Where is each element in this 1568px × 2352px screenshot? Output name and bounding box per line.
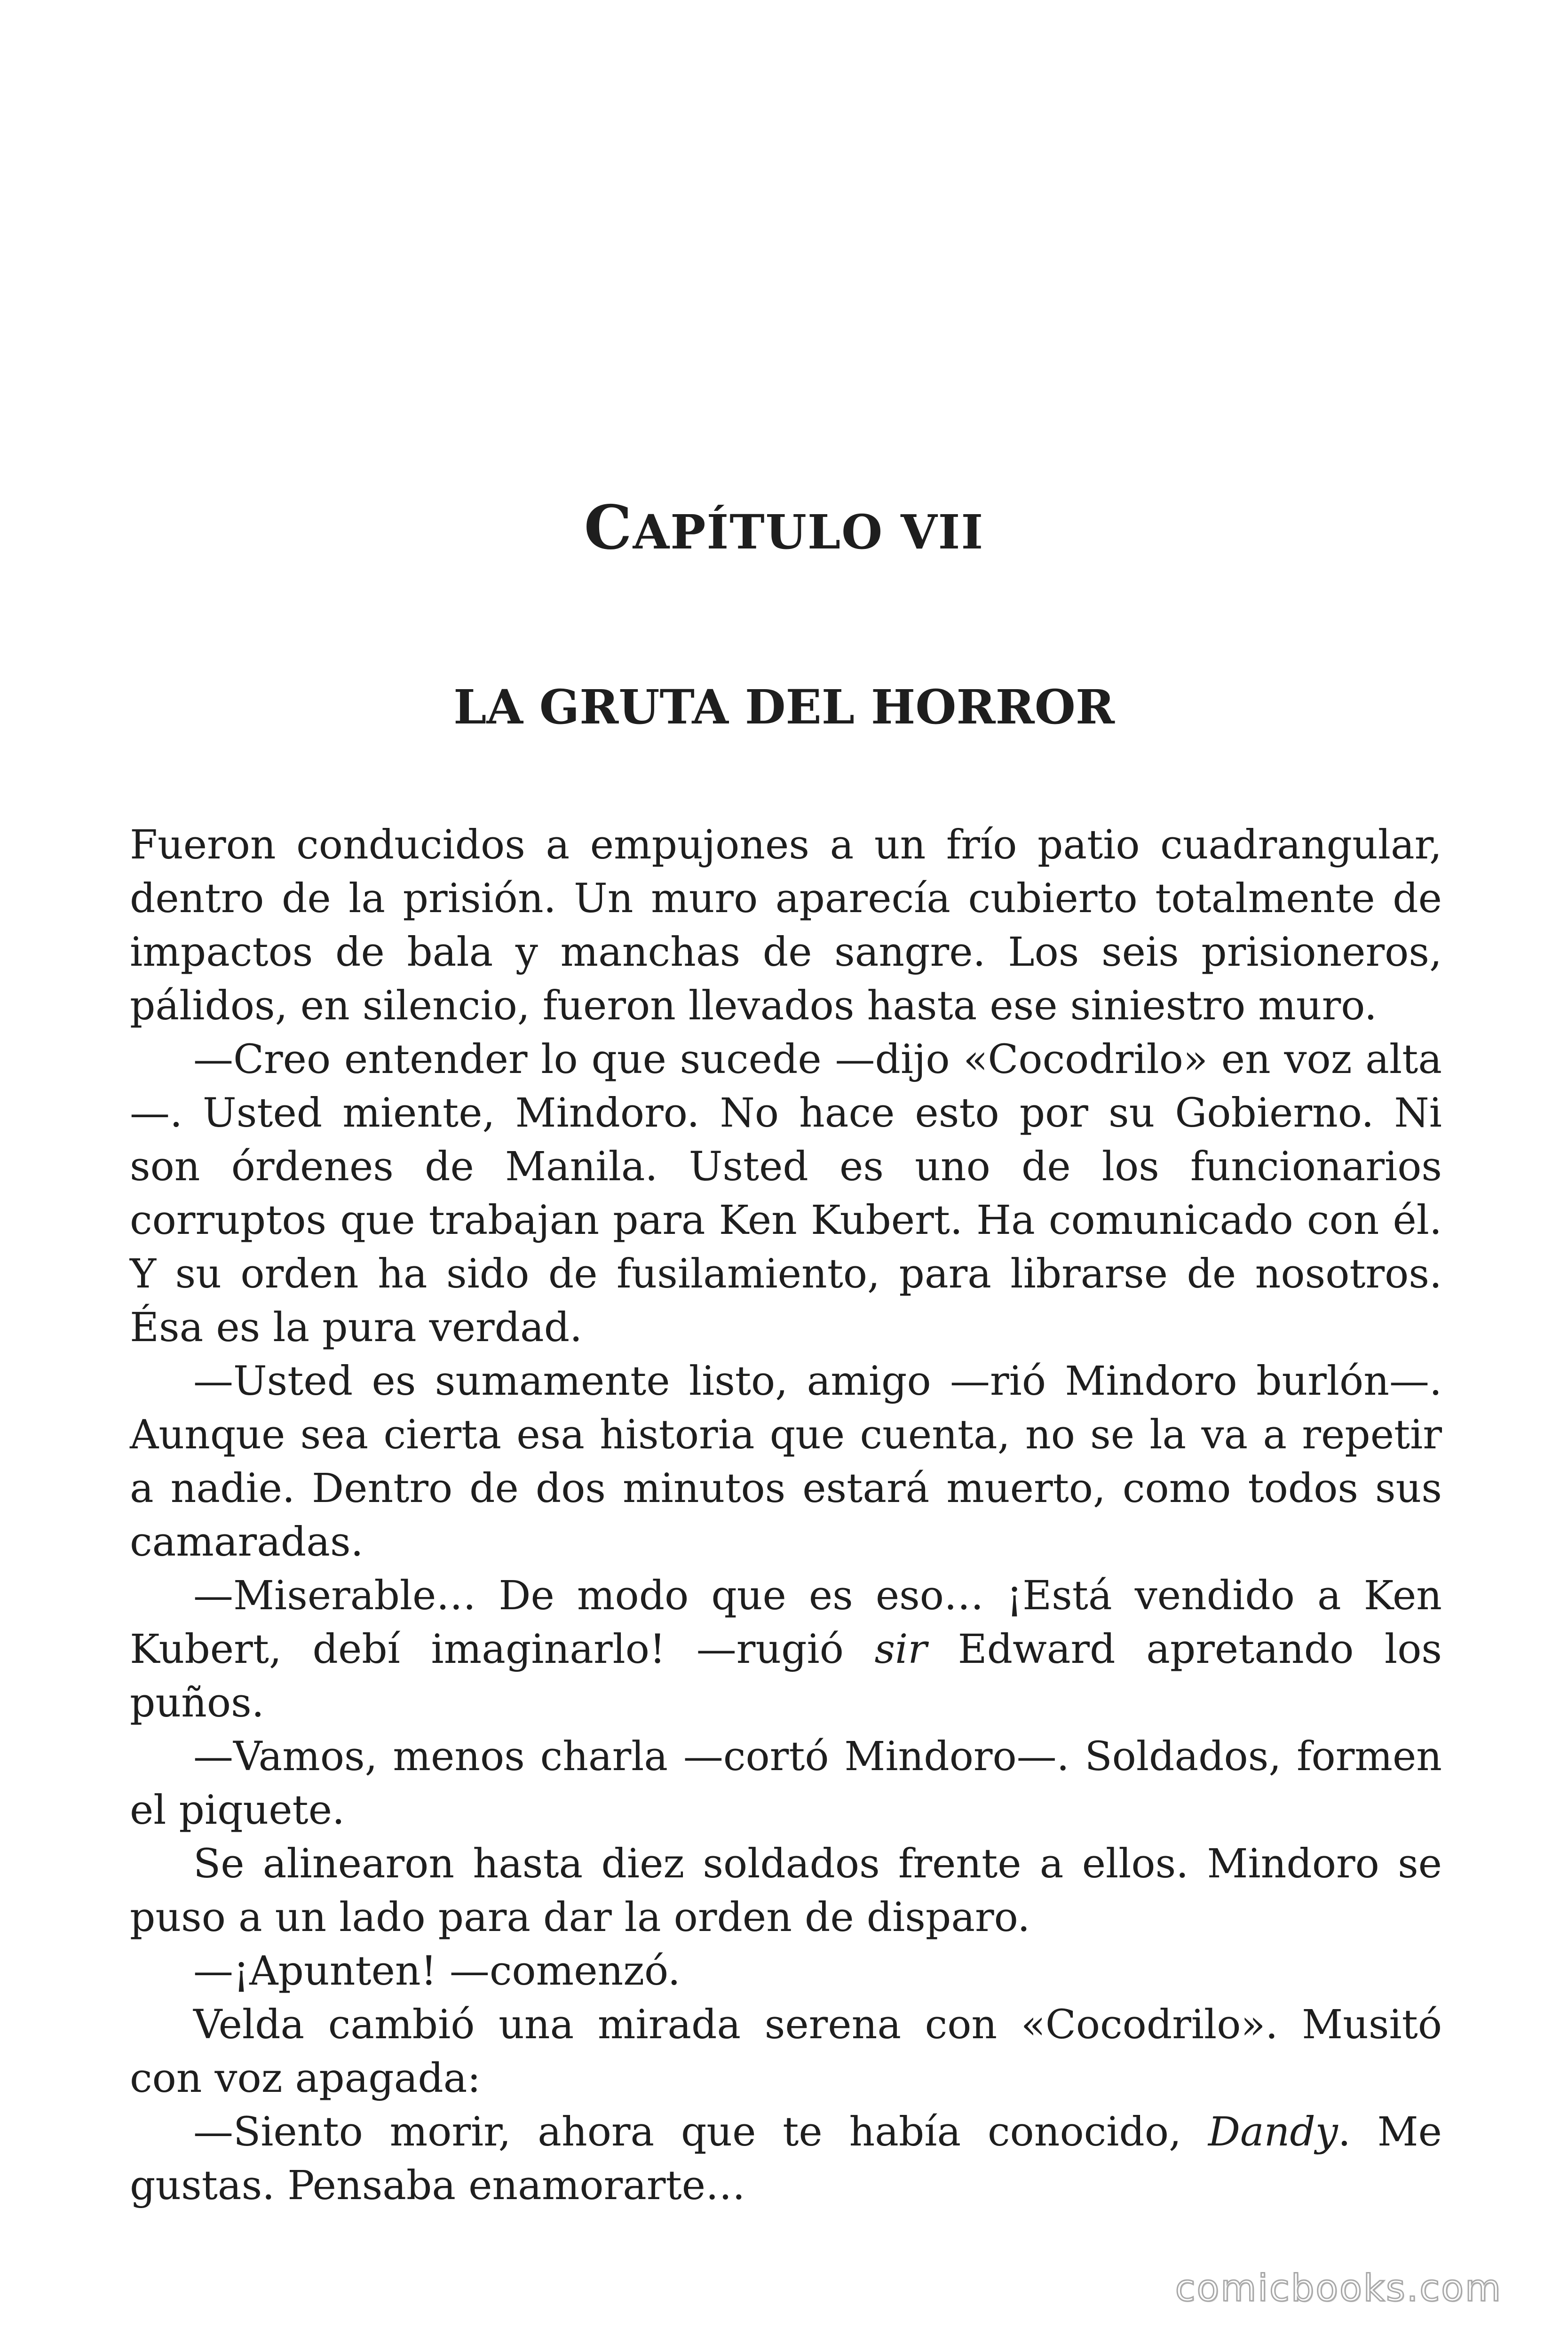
site-watermark: comicbooks.com bbox=[1175, 2267, 1502, 2310]
paragraph bbox=[130, 1033, 1442, 1355]
chapter-body-text bbox=[130, 818, 1442, 2213]
text-segment: Edward apretando los puños. bbox=[130, 1626, 1442, 1726]
chapter-title: LA GRUTA DEL HORROR bbox=[453, 679, 1115, 735]
text-segment: . Me gustas. Pensaba enamorarte… bbox=[130, 2109, 1442, 2209]
text-segment: —Creo entender lo que sucede —dijo «Cocodrilo» en voz alta—. Usted miente, Mindoro. No hace esto por su Gobierno. Ni son órdenes de Manila. Usted es uno de los funcionarios corruptos que trabajan para Ken Kubert. Ha comunicado con él. Y su orden ha sido de fusilamiento, para librarse de nosotros. Ésa es la pura verdad. bbox=[130, 1036, 1442, 1351]
text-segment: —Usted es sumamente listo, amigo —rió Mindoro burlón—. Aunque sea cierta esa historia que cuenta, no se la va a repetir a nadie. Dentro de dos minutos estará muerto, como todos sus camaradas. bbox=[130, 1358, 1442, 1565]
chapter-label-initial: C bbox=[584, 492, 633, 563]
paragraph bbox=[130, 1945, 1442, 1998]
paragraph bbox=[130, 1998, 1442, 2106]
text-segment: Velda cambió una mirada serena con «Cocodrilo». Musitó con voz apagada: bbox=[130, 2002, 1442, 2102]
paragraph bbox=[130, 1569, 1442, 1730]
italic-text: Dandy bbox=[1208, 2109, 1338, 2155]
paragraph bbox=[130, 1730, 1442, 1837]
text-segment: Fueron conducidos a empujones a un frío patio cuadrangular, dentro de la prisión. Un muro aparecía cubierto totalmente de impactos de bala y manchas de sangre. Los seis prisioneros, pálidos, en silencio, fueron llevados hasta ese siniestro muro. bbox=[130, 822, 1442, 1029]
text-segment: —Miserable… De modo que es eso… ¡Está vendido a Ken Kubert, debí imaginarlo! —rugió bbox=[130, 1573, 1442, 1673]
paragraph bbox=[130, 818, 1442, 1033]
paragraph bbox=[130, 1837, 1442, 1945]
chapter-number-heading bbox=[0, 492, 1568, 564]
italic-text: sir bbox=[874, 1626, 927, 1673]
chapter-label-rest: APÍTULO VII bbox=[633, 504, 984, 560]
text-segment: —Siento morir, ahora que te había conocido, bbox=[193, 2109, 1208, 2155]
text-segment: —¡Apunten! —comenzó. bbox=[193, 1948, 681, 1994]
paragraph bbox=[130, 2106, 1442, 2213]
text-segment: —Vamos, menos charla —cortó Mindoro—. Soldados, formen el piquete. bbox=[130, 1733, 1442, 1834]
paragraph bbox=[130, 1355, 1442, 1569]
text-segment: Se alinearon hasta diez soldados frente a ellos. Mindoro se puso a un lado para dar la orden de disparo. bbox=[130, 1841, 1442, 1941]
